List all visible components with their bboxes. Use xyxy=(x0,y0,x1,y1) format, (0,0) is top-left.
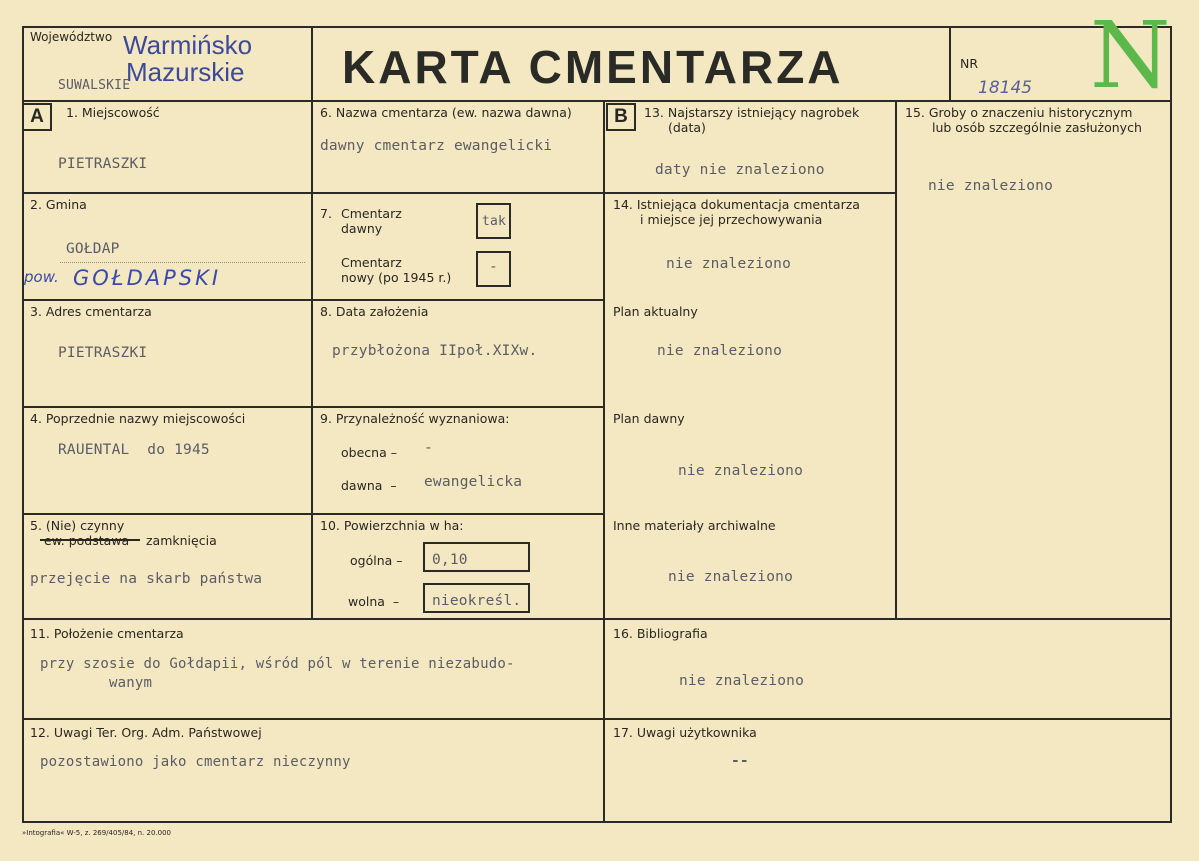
field-1-value: PIETRASZKI xyxy=(58,156,148,172)
field-15-value: nie znaleziono xyxy=(928,178,1054,194)
field-10-free-label: wolna – xyxy=(348,594,400,609)
field-13-value: daty nie znaleziono xyxy=(655,162,825,178)
plan-old-label: Plan dawny xyxy=(613,411,685,426)
field-15-label-2: lub osób szczególnie zasłużonych xyxy=(932,120,1142,135)
wojewodztwo-label: Województwo xyxy=(30,30,113,44)
row-divider xyxy=(311,406,605,408)
field-9-current-value: - xyxy=(424,440,433,456)
category-letter: N xyxy=(1090,2,1171,109)
row-divider xyxy=(22,513,313,515)
row-divider xyxy=(311,513,605,515)
field-12-label: 12. Uwagi Ter. Org. Adm. Państwowej xyxy=(30,725,262,740)
row-divider xyxy=(22,299,313,301)
typed-region: SUWALSKIE xyxy=(58,78,131,93)
field-14-label-2: i miejsce jej przechowywania xyxy=(640,212,823,227)
row-divider xyxy=(311,192,605,194)
field-11-value-line1: przy szosie do Gołdapii, wśród pól w terenie niezabudo- xyxy=(40,656,515,672)
row-divider xyxy=(22,192,313,194)
field-11-value-line2: wanym xyxy=(109,675,153,691)
archive-value: nie znaleziono xyxy=(668,569,794,585)
header-separator-right xyxy=(949,26,951,102)
header-separator-left xyxy=(311,26,313,102)
field-10-free-value: nieokreśl. xyxy=(432,593,522,609)
field-5-label-rest: zamknięcia xyxy=(146,533,217,548)
plan-current-value: nie znaleziono xyxy=(657,343,783,359)
field-8-label: 8. Data założenia xyxy=(320,304,429,319)
field-9-label: 9. Przynależność wyznaniowa: xyxy=(320,411,510,426)
field-7-new-label-2: nowy (po 1945 r.) xyxy=(341,270,452,285)
field-4-value: RAUENTAL do 1945 xyxy=(58,442,210,458)
field-7-new-label: Cmentarz xyxy=(341,255,402,270)
col-divider-3 xyxy=(895,100,897,620)
field-2-underline xyxy=(60,262,305,263)
nr-label: NR xyxy=(960,56,979,71)
field-7-old-label-2: dawny xyxy=(341,221,383,236)
row-divider xyxy=(22,406,313,408)
row-divider xyxy=(603,192,897,194)
field-2-hand-value: GOŁDAPSKI xyxy=(73,266,222,290)
section-a-marker: A xyxy=(22,103,52,131)
field-16-value: nie znaleziono xyxy=(679,673,805,689)
field-2-value: GOŁDAP xyxy=(66,241,120,257)
field-8-value: przybłożona IIpoł.XIXw. xyxy=(332,343,538,359)
row-divider xyxy=(22,618,1172,620)
archive-label: Inne materiały archiwalne xyxy=(613,518,776,533)
field-5-label: 5. (Nie) czynny xyxy=(30,518,125,533)
field-10-total-value: 0,10 xyxy=(432,552,468,568)
field-9-current-label: obecna – xyxy=(341,445,397,460)
row-divider xyxy=(311,299,605,301)
field-9-former-label: dawna – xyxy=(341,478,397,493)
field-6-label: 6. Nazwa cmentarza (ew. nazwa dawna) xyxy=(320,105,572,120)
field-5-value: przejęcie na skarb państwa xyxy=(30,571,263,587)
field-14-value: nie znaleziono xyxy=(666,256,792,272)
header-divider xyxy=(22,100,1172,102)
col-divider-2 xyxy=(603,100,605,822)
field-3-label: 3. Adres cmentarza xyxy=(30,304,152,319)
field-15-label: 15. Groby o znaczeniu historycznym xyxy=(905,105,1133,120)
field-5-label-struck: ew. podstawa xyxy=(44,533,130,548)
field-14-label: 14. Istniejąca dokumentacja cmentarza xyxy=(613,197,860,212)
field-10-label: 10. Powierzchnia w ha: xyxy=(320,518,464,533)
field-7-old-label: Cmentarz xyxy=(341,206,402,221)
plan-old-value: nie znaleziono xyxy=(678,463,804,479)
field-10-total-label: ogólna – xyxy=(350,553,403,568)
field-11-label: 11. Położenie cmentarza xyxy=(30,626,184,641)
nr-value: 18145 xyxy=(978,78,1033,98)
field-2-hand-prefix: pow. xyxy=(24,268,59,286)
col-divider-1 xyxy=(311,100,313,620)
field-9-former-value: ewangelicka xyxy=(424,474,523,490)
card-title: KARTA CMENTARZA xyxy=(342,41,844,93)
field-17-label: 17. Uwagi użytkownika xyxy=(613,725,757,740)
region-stamp-line2: Mazurskie xyxy=(126,57,245,87)
field-13-label: 13. Najstarszy istniejący nagrobek xyxy=(644,105,860,120)
field-2-label: 2. Gmina xyxy=(30,197,87,212)
field-3-value: PIETRASZKI xyxy=(58,345,148,361)
field-4-label: 4. Poprzednie nazwy miejscowości xyxy=(30,411,246,426)
field-6-value: dawny cmentarz ewangelicki xyxy=(320,138,553,154)
plan-current-label: Plan aktualny xyxy=(613,304,698,319)
field-7-new-value: - xyxy=(489,259,498,275)
strike-through xyxy=(40,539,140,541)
printer-footer: »Intografia« W-5, z. 269/405/84, n. 20.000 xyxy=(22,829,171,837)
field-12-value: pozostawiono jako cmentarz nieczynny xyxy=(40,754,351,770)
field-7-old-value: tak xyxy=(482,214,507,229)
section-b-marker: B xyxy=(606,103,636,131)
region-stamp-line1: Warmińsko xyxy=(123,30,253,60)
field-16-label: 16. Bibliografia xyxy=(613,626,708,641)
field-7-label: 7. xyxy=(320,206,332,221)
field-17-value: -- xyxy=(731,753,749,769)
field-1-label: 1. Miejscowość xyxy=(66,105,160,120)
row-divider xyxy=(22,718,1172,720)
field-13-label-2: (data) xyxy=(668,120,706,135)
